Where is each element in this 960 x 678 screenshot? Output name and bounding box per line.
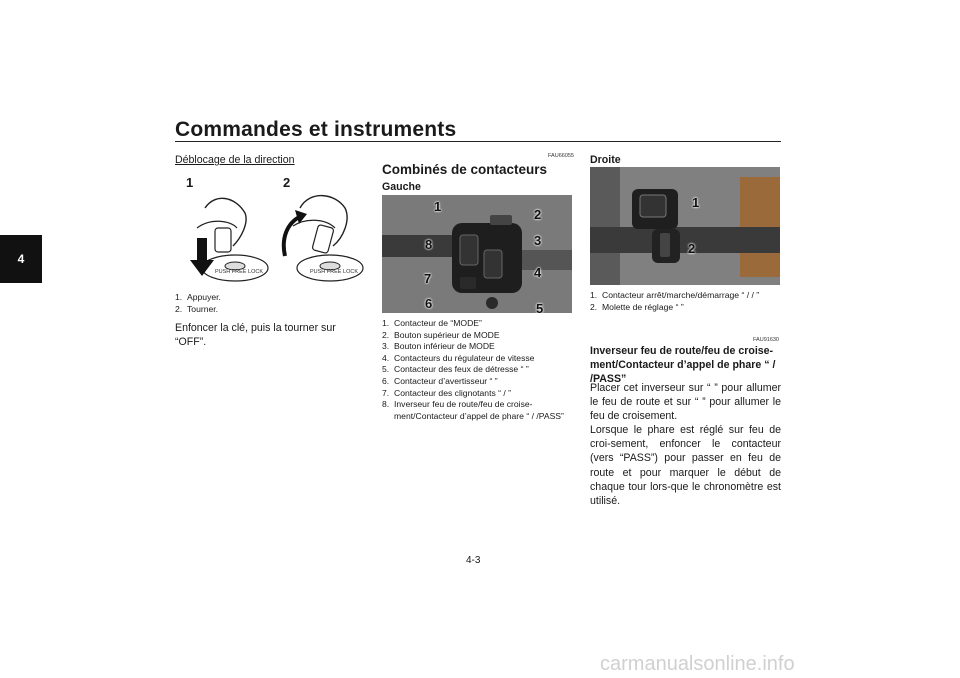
legend-item: 2. Tourner. [175, 303, 219, 314]
figure-label-2: 2 [283, 175, 291, 190]
left-handlebar-photo [382, 195, 572, 313]
photo-label-2: 2 [534, 207, 542, 222]
right-side-subheading: Droite [590, 154, 621, 166]
figure-label-1: 1 [186, 175, 194, 190]
left-switch-illustration [382, 195, 572, 313]
photo-label-3: 3 [534, 233, 542, 248]
photo-label-6: 6 [425, 296, 433, 311]
watermark: carmanualsonline.info [600, 653, 795, 675]
photo-label-2: 2 [688, 241, 696, 256]
legend-item: 5. Contacteur des feux de détresse “ ” [382, 364, 529, 375]
legend-item: 1. Contacteur de “MODE” [382, 318, 482, 328]
paragraph: Placer cet inverseur sur “ ” pour allumer le feu de route et sur “ ” pour allumer le feu de croisement. [590, 382, 781, 423]
section-code: FAU91630 [753, 337, 779, 343]
title-rule [175, 141, 781, 142]
section-code: FAU66055 [548, 153, 574, 159]
photo-label-7: 7 [424, 271, 432, 286]
legend-item: 8. Inverseur feu de route/feu de croise-ment/Contacteur d’appel de phare “ / /PASS” [382, 399, 564, 421]
right-switches-legend [590, 290, 780, 313]
legend-item: 4. Contacteurs du régulateur de vitesse [382, 352, 535, 363]
right-switch-illustration [590, 167, 780, 285]
dimmer-switch-heading: Inverseur feu de route/feu de croise-ment/Contacteur d’appel de phare “ / /PASS” [590, 345, 776, 386]
left-switches-legend [382, 318, 572, 422]
key-lock-text-left: PUSH FREE LOCK [215, 269, 263, 275]
legend-item: 3. Bouton inférieur de MODE [382, 341, 495, 352]
dimmer-switch-body [590, 381, 781, 508]
chapter-tab: 4 [0, 235, 42, 283]
left-side-subheading: Gauche [382, 181, 421, 193]
steering-unlock-legend [175, 292, 221, 315]
photo-label-1: 1 [434, 199, 442, 214]
photo-label-1: 1 [692, 195, 700, 210]
key-lock-text-right: PUSH FREE LOCK [310, 269, 358, 275]
paragraph: Lorsque le phare est réglé sur feu de croi-sement, enfoncer le contacteur (vers “PASS”) pour passer en feu de route et pour marquer le début de chaque tour lors-que le chronomètre est utilisé. [590, 424, 781, 507]
legend-item: 2. Bouton supérieur de MODE [382, 329, 500, 340]
page-number: 4-3 [466, 555, 481, 566]
right-handlebar-photo [590, 167, 780, 285]
steering-unlock-heading: Déblocage de la direction [175, 154, 295, 166]
switches-heading: Combinés de contacteurs [382, 162, 548, 177]
photo-label-8: 8 [425, 237, 433, 252]
photo-label-5: 5 [536, 301, 544, 313]
legend-item: 7. Contacteur des clignotants “ / ” [382, 387, 512, 398]
page-title: Commandes et instruments [175, 118, 457, 141]
legend-item: 6. Contacteur d’avertisseur “ ” [382, 375, 498, 386]
steering-unlock-figure [175, 168, 365, 286]
steering-unlock-body: Enfoncer la clé, puis la tourner sur “OFF”. [175, 322, 336, 349]
legend-item: 1. Contacteur arrêt/marche/démarrage “ / / ” [590, 290, 760, 300]
photo-label-4: 4 [534, 265, 542, 280]
legend-item: 1. Appuyer. [175, 292, 221, 302]
legend-item: 2. Molette de réglage “ ” [590, 301, 684, 312]
